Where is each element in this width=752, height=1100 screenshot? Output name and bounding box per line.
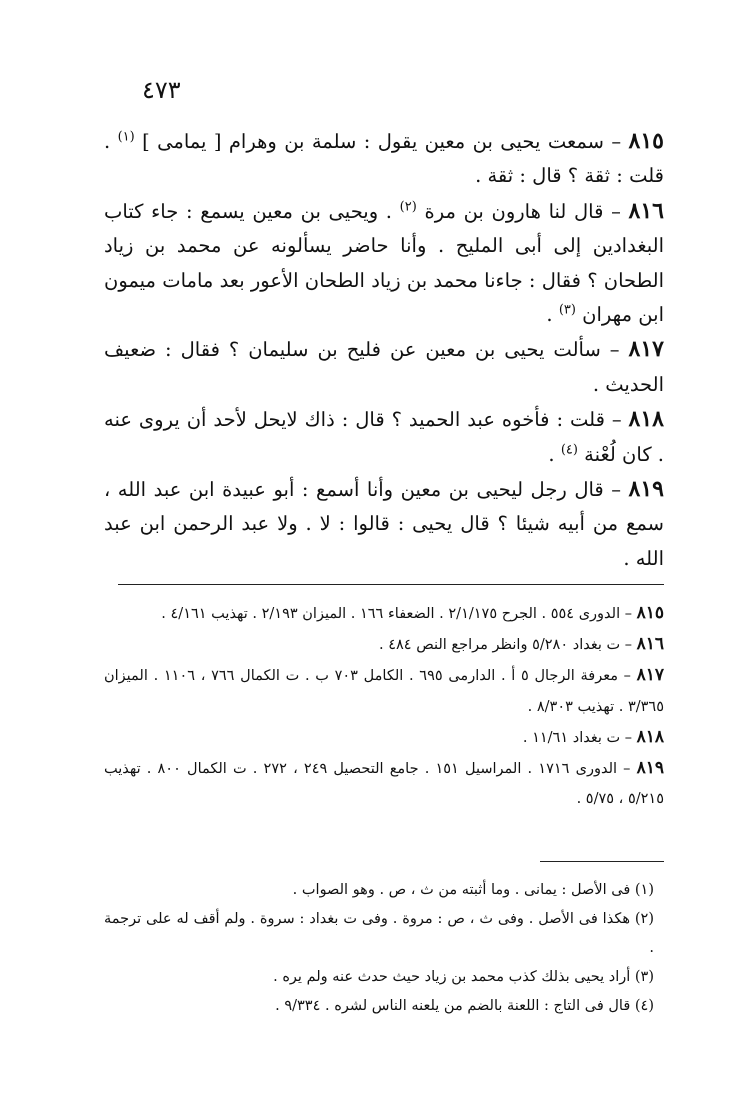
entry-818 [104,402,664,472]
note-text: – ت بغداد ١١/٦١ . [522,729,632,746]
footnote-ref: (٢) [399,199,417,215]
note-text: – الدورى ٥٥٤ . الجرح ٢/١/١٧٥ . الضعفاء ١٦٦ . الميزان ٢/١٩٣ . تهذيب ٤/١٦١ . [161,606,632,622]
entry-815 [104,124,664,194]
note-text: – ت بغداد ٥/٢٨٠ وانظر مراجع النص ٤٨٤ . [379,637,632,654]
footnotes [104,876,664,1021]
entry-text: – سمعت يحيى بن معين يقول : سلمة بن وهرام [ يمامى ] [142,130,622,153]
entry-number: ٨١٨ [628,406,664,433]
note-number: ٨١٥ [636,603,664,623]
note-number: ٨١٧ [636,665,665,686]
footnote-4: (٤) قال فى التاج : اللعنة بالضم من يلعنه الناس لشره . ٩/٣٣٤ . [275,998,654,1014]
main-text [104,124,664,576]
entry-text: – سألت يحيى بن معين عن فليح بن سليمان ؟ فقال : ضعيف الحديث . [104,338,664,396]
footnote-2: (٢) هكذا فى الأصل . وفى ث ، ص : مروة . وفى ت بغداد : سروة . ولم أقف له على ترجمة . [104,911,654,956]
entry-text-after: . [548,442,555,466]
source-notes [104,598,664,814]
entry-number: ٨١٦ [628,197,664,224]
entry-text-after: . قلت : ثقة ؟ قال : ثقة . [104,130,664,188]
footnote-1: (١) فى الأصل : يمانى . وما أثبته من ث ، ص . وهو الصواب . [292,882,654,898]
entry-number: ٨١٧ [628,336,664,363]
entry-text: – قال لنا هارون بن مرة [424,199,621,223]
note-text: – الدورى ١٧١٦ . المراسيل ١٥١ . جامع التحصيل ٢٤٩ ، ٢٧٢ . ت الكمال ٨٠٠ . تهذيب ٥/٢١٥ ، ٥/٧٥ . [104,761,664,808]
entry-text-after: . ويحيى بن معين يسمع : جاء كتاب البغدادين إلى أبى المليح . وأنا حاضر يسألونه عن محمد بن زياد الطحان ؟ فقال : جاءنا محمد بن زياد الطحان الأعور بعد مامات ميمون ابن مهران [104,199,664,327]
footnote-ref: (٤) [560,442,578,458]
entry-819 [104,472,664,576]
page-number: ٤٧٣ [142,76,181,104]
note-816 [104,629,664,660]
note-number: ٨١٦ [636,634,664,655]
entry-817 [104,332,664,402]
entry-text: – قلت : فأخوه عبد الحميد ؟ قال : ذاك لايحل لأحد أن يروى عنه . كان لُعْنة [104,408,664,466]
note-number: ٨١٨ [636,726,664,747]
note-number: ٨١٩ [636,758,664,779]
separator-rule [118,584,664,585]
entry-text-end: . [546,303,553,327]
footnote-ref: (٣) [558,302,576,318]
entry-text: – قال رجل ليحيى بن معين وأنا أسمع : أبو عبيدة ابن عبد الله ، سمع من أبيه شيئا ؟ قال يحيى : قالوا : لا . ولا عبد الرحمن ابن عبد الله . [104,478,664,570]
footnote-separator [540,861,664,862]
entry-816 [104,194,664,333]
note-817 [104,660,664,721]
note-819 [104,753,664,814]
entry-number: ٨١٩ [628,476,664,503]
entry-number: ٨١٥ [628,128,664,154]
footnote-ref: (١) [117,129,135,145]
note-text: – معرفة الرجال ٥ أ . الدارمى ٦٩٥ . الكامل ٧٠٣ ب . ت الكمال ٧٦٦ ، ١١٠٦ . الميزان ٣/٣٦٥ . تهذيب ٨/٣٠٣ . [104,668,664,715]
note-815 [104,598,664,629]
footnote-3: (٣) أراد يحيى بذلك كذب محمد بن زياد حيث حدث عنه ولم يره . [273,969,654,985]
note-818 [104,722,664,753]
